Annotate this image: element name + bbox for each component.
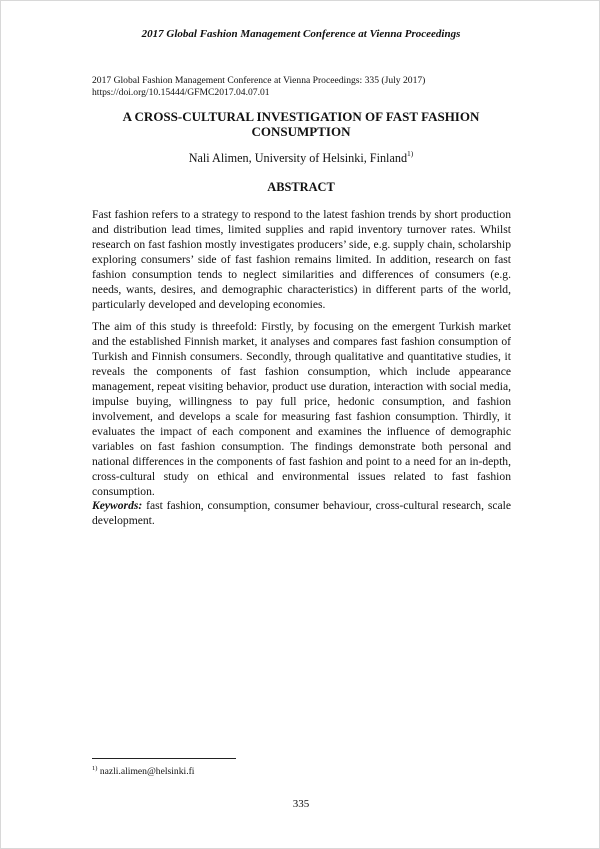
footnote-mark: 1)	[92, 765, 98, 772]
keywords-label: Keywords:	[92, 499, 143, 512]
author-line	[1, 150, 600, 166]
abstract-heading: ABSTRACT	[267, 180, 335, 194]
abstract-paragraph-1: Fast fashion refers to a strategy to respond to the latest fashion trends by short production and distribution lead times, limited supplies and rapid inventory turnover rates. Whilst research on fast fashion mostly investigates producers’ side, e.g. supply chain, scholarship exploring consumers’ side of fast fashion remains limited. In addition, research on fast fashion consumption tends to neglect similarities and differences of consumers (e.g. needs, wants, desires, and demographic characteristics) in different parts of the world, particularly developed and developing economies.	[92, 208, 511, 311]
doi-link[interactable]: https://doi.org/10.15444/GFMC2017.04.07.01	[92, 86, 270, 98]
title-line-1: A CROSS-CULTURAL INVESTIGATION OF FAST FASHION	[122, 109, 480, 124]
author-affiliation: Nali Alimen, University of Helsinki, Finland	[188, 151, 408, 166]
footnote	[92, 765, 194, 777]
abstract-paragraph-2: The aim of this study is threefold: Firstly, by focusing on the emergent Turkish market and the established Finnish market, it analyses and compares fast fashion consumption of Turkish and Finnish consumers. Secondly, through qualitative and quantitative studies, it reveals the components of fast fashion consumption, which include appearance management, repeat visiting behavior, product use duration, interaction with social media, impulse buying, willingness to pay full price, hedonic consumption, and fashion involvement, and develops a scale for measuring fast fashion consumption. Thirdly, it evaluates the impact of each component and examines the influence of demographic variables on fast fashion consumption. The findings demonstrate both personal and national differences in the components of fast fashion and point to a need for an in-depth, cross-cultural study on ethical and environmental issues related to fast fashion consumption.	[92, 320, 511, 498]
citation-block	[92, 75, 512, 98]
footnote-divider	[92, 758, 236, 759]
citation-line: 2017 Global Fashion Management Conference at Vienna Proceedings: 335 (July 2017)	[92, 75, 426, 86]
keywords-text: fast fashion, consumption, consumer behaviour, cross-cultural research, scale development.	[92, 499, 511, 527]
author-footnote-mark: 1)	[407, 149, 414, 158]
footnote-email[interactable]: nazli.alimen@helsinki.fi	[99, 766, 195, 778]
paper-title	[91, 109, 511, 139]
title-line-2: CONSUMPTION	[251, 124, 351, 139]
keywords	[92, 498, 511, 528]
running-header: 2017 Global Fashion Management Conference at Vienna Proceedings	[141, 28, 461, 40]
page-number: 335	[292, 798, 310, 810]
